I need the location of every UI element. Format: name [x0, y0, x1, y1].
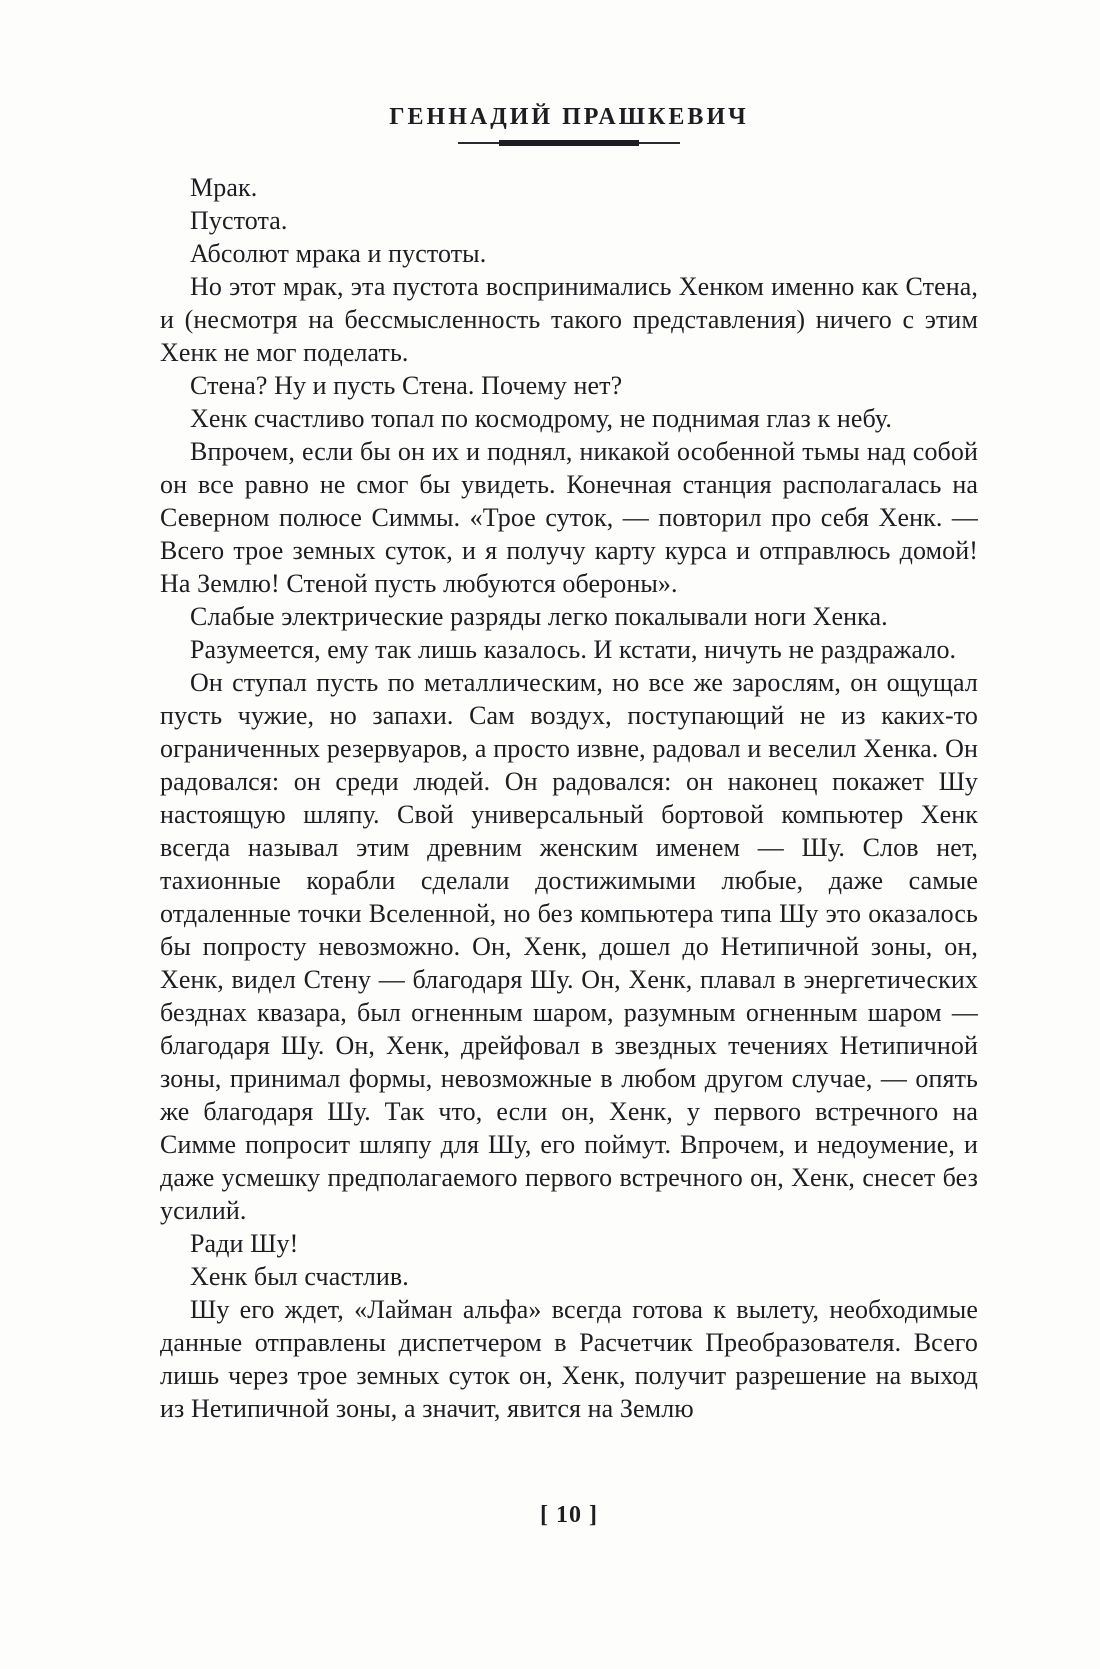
page-header: [160, 104, 978, 146]
paragraph: Пустота.: [190, 206, 288, 235]
paragraph: Шу его ждет, «Лайман альфа» всегда готова к вылету, необходимые данные отправлены диспетчером в Расчетчик Преобразователя. Всего лишь через трое земных суток он, Хенк, получит разрешение на выход из Нетипичной зоны, а значит, явится на Землю: [160, 1295, 978, 1423]
author-name: ГЕННАДИЙ ПРАШКЕВИЧ: [389, 104, 749, 130]
paragraph: Разумеется, ему так лишь казалось. И кстати, ничуть не раздражало.: [190, 635, 957, 664]
divider-thick-rule: [499, 140, 639, 146]
paragraph: Впрочем, если бы он их и поднял, никакой особенной тьмы над собой он все равно не смог бы увидеть. Конечная станция располагалась на Северном полюсе Симмы. «Трое суток, — повторил про себя Хенк. — Всего трое земных суток, и я получу карту курса и отправлюсь домой! На Землю! Стеной пусть любуются обероны».: [160, 437, 978, 598]
paragraph: Стена? Ну и пусть Стена. Почему нет?: [190, 371, 623, 400]
paragraph: Хенк был счастлив.: [190, 1262, 409, 1291]
paragraph: Ради Шу!: [190, 1229, 299, 1258]
paragraph: Абсолют мрака и пустоты.: [190, 239, 487, 268]
paragraph: Он ступал пусть по металлическим, но все же зарослям, он ощущал пусть чужие, но запахи. Сам воздух, поступающий не из каких-то ограниченных резервуаров, а просто извне, радовал и веселил Хенка. Он радовался: он среди людей. Он радовался: он наконец покажет Шу настоящую шляпу. Свой универсальный бортовой компьютер Хенк всегда называл этим древним женским именем — Шу. Слов нет, тахионные корабли сделали достижимыми любые, даже самые отдаленные точки Вселенной, но без компьютера типа Шу это оказалось бы попросту невозможно. Он, Хенк, дошел до Нетипичной зоны, он, Хенк, видел Стену — благодаря Шу. Он, Хенк, плавал в энергетических безднах квазара, был огненным шаром, разумным огненным шаром — благодаря Шу. Он, Хенк, дрейфовал в звездных течениях Нетипичной зоны, принимал формы, невозможные в любом другом случае, — опять же благодаря Шу. Так что, если он, Хенк, у первого встречного на Симме попросит шляпу для Шу, его поймут. Впрочем, и недоумение, и даже усмешку предполагаемого первого встречного он, Хенк, снесет без усилий.: [160, 668, 978, 1225]
divider-ornament: [458, 140, 680, 146]
page-footer: [160, 1502, 978, 1529]
paragraph: Мрак.: [190, 173, 258, 202]
page-number: [ 10 ]: [540, 1502, 598, 1528]
page-text: [160, 171, 978, 1425]
paragraph: Но этот мрак, эта пустота воспринимались Хенком именно как Стена, и (несмотря на бессмысленность такого представления) ничего с этим Хенк не мог поделать.: [160, 272, 978, 367]
paragraph: Слабые электрические разряды легко покалывали ноги Хенка.: [190, 602, 888, 631]
paragraph: Хенк счастливо топал по космодрому, не поднимая глаз к небу.: [190, 404, 892, 433]
